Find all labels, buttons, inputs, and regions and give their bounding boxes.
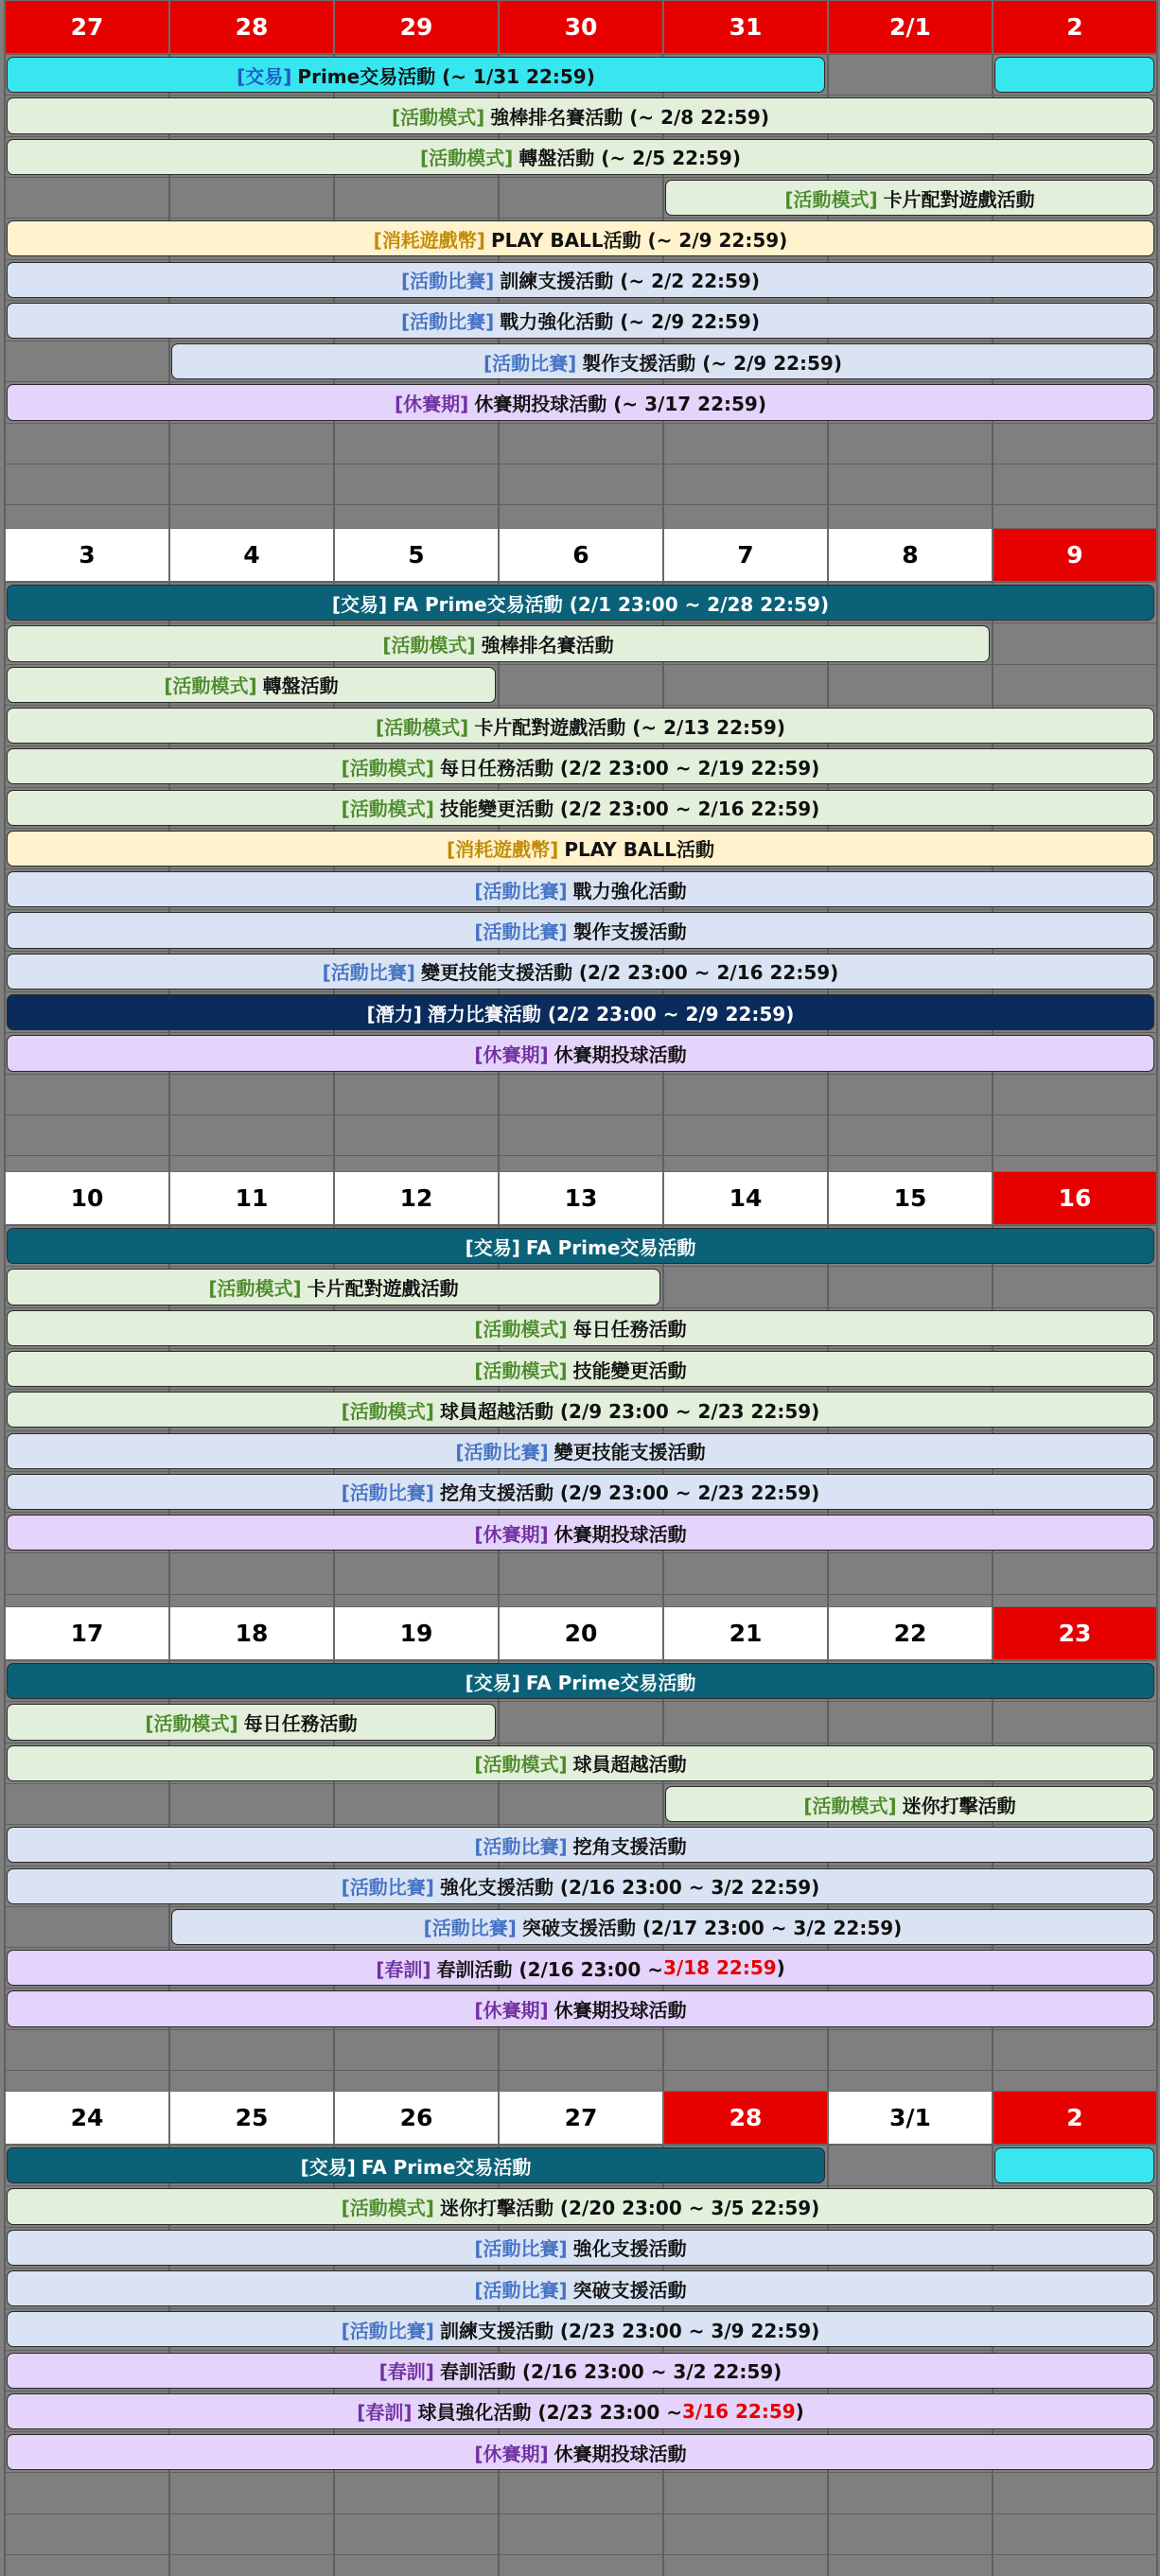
grid-row-line (5, 1032, 1157, 1033)
event-title: 球員超越活動 (572, 1753, 687, 1777)
grid-row-line (5, 2029, 1157, 2030)
grid-row-line (5, 2554, 1157, 2555)
event-bar[interactable] (7, 748, 1154, 784)
day-header-cell[interactable] (334, 1171, 499, 1225)
grid-column-line (4, 0, 6, 528)
day-header-cell[interactable] (993, 2091, 1157, 2145)
event-category-tag: [春訓] (378, 2360, 434, 2384)
event-category-tag: [活動比賽] (483, 351, 577, 375)
event-bar[interactable] (7, 1868, 1154, 1904)
event-bar[interactable] (7, 262, 1154, 298)
day-header-cell[interactable] (663, 528, 828, 582)
grid-row-line (5, 868, 1157, 869)
grid-row-line (5, 745, 1157, 746)
event-category-tag: [活動比賽] (341, 2319, 434, 2342)
event-bar[interactable] (7, 57, 825, 93)
event-bar[interactable] (7, 2230, 1154, 2266)
grid-row-line (5, 1307, 1157, 1308)
day-header-cell[interactable] (993, 1606, 1157, 1660)
grid-column-line (1156, 528, 1158, 1171)
event-category-tag: [活動模式] (474, 1318, 568, 1341)
day-header-cell[interactable] (169, 2091, 334, 2145)
event-title: 卡片配對遊戲活動 (883, 187, 1035, 211)
event-category-tag: [活動模式] (341, 797, 434, 821)
grid-row-line (5, 2185, 1157, 2186)
event-bar[interactable] (7, 1950, 1154, 1986)
event-bar[interactable] (7, 97, 1154, 133)
event-category-tag: [活動模式] (474, 1753, 568, 1777)
event-bar[interactable] (7, 1035, 1154, 1071)
event-category-tag: [活動模式] (341, 756, 434, 780)
event-category-tag: [交易] (300, 2155, 356, 2179)
event-category-tag: [活動模式] (474, 1358, 568, 1382)
day-header-cell[interactable] (5, 1171, 169, 1225)
day-number: 12 (399, 1184, 433, 1212)
event-bar[interactable] (7, 1990, 1154, 2026)
event-category-tag: [活動比賽] (455, 1441, 549, 1464)
day-number: 18 (235, 1620, 269, 1647)
event-bar[interactable] (7, 2147, 825, 2183)
day-header-cell[interactable] (5, 2091, 169, 2145)
day-number: 26 (399, 2104, 433, 2131)
day-header-cell[interactable] (169, 1171, 334, 1225)
grid-row-line (5, 2145, 1157, 2146)
event-category-tag: [活動模式] (391, 105, 485, 129)
day-header-cell[interactable] (5, 528, 169, 582)
event-category-tag: [活動比賽] (400, 310, 495, 334)
event-title: 卡片配對遊戲活動 (~ 2/13 22:59) (474, 715, 785, 739)
grid-row-line (5, 1947, 1157, 1948)
event-title: PLAY BALL活動 (564, 838, 714, 862)
event-category-tag: [活動比賽] (474, 879, 568, 902)
day-header-cell[interactable] (334, 2091, 499, 2145)
day-number: 23 (1058, 1620, 1092, 1647)
event-category-tag: [活動模式] (341, 1399, 434, 1423)
grid-row-line (5, 136, 1157, 137)
event-bar[interactable] (7, 1351, 1154, 1387)
day-number: 28 (729, 2104, 763, 2131)
event-bar[interactable] (7, 1827, 1154, 1863)
event-title: PLAY BALL活動 (~ 2/9 22:59) (490, 228, 788, 252)
day-header-cell[interactable] (169, 0, 334, 54)
event-category-tag: [春訓] (357, 2401, 413, 2425)
day-number: 3/1 (889, 2104, 931, 2131)
event-bar[interactable] (7, 1228, 1154, 1264)
grid-row-line (5, 1114, 1157, 1115)
grid-column-line (1156, 0, 1158, 528)
event-title-suffix: ) (776, 1956, 785, 1980)
event-bar[interactable] (994, 2147, 1154, 2183)
event-title: 轉盤活動 (~ 2/5 22:59) (518, 147, 741, 170)
event-bar[interactable] (7, 1269, 660, 1305)
grid-row-line (5, 1225, 1157, 1226)
day-header-cell[interactable] (993, 1171, 1157, 1225)
day-header-cell[interactable] (499, 2091, 663, 2145)
grid-row-line (5, 504, 1157, 505)
event-title-suffix: ) (795, 2399, 804, 2423)
grid-column-line (4, 528, 6, 1171)
event-bar[interactable] (7, 1663, 1154, 1699)
day-number: 10 (70, 1184, 104, 1212)
grid-row-line (5, 1430, 1157, 1431)
day-header-cell[interactable] (663, 0, 828, 54)
event-title: 迷你打擊活動 (902, 1794, 1016, 1817)
day-number: 31 (729, 13, 763, 41)
event-bar[interactable] (7, 1515, 1154, 1551)
event-category-tag: [活動比賽] (341, 1481, 434, 1505)
event-title: 突破支援活動 (2/17 23:00 ~ 3/2 22:59) (521, 1917, 903, 1940)
grid-row-line (5, 1348, 1157, 1349)
grid-row-line (5, 218, 1157, 219)
event-bar[interactable] (994, 57, 1154, 93)
event-bar[interactable] (7, 1310, 1154, 1346)
grid-row-line (5, 1783, 1157, 1784)
grid-row-line (5, 705, 1157, 706)
event-category-tag: [活動比賽] (423, 1917, 517, 1940)
grid-row-line (5, 259, 1157, 260)
event-bar[interactable] (7, 708, 1154, 744)
grid-column-line (1156, 2091, 1158, 2576)
event-bar[interactable] (7, 585, 1154, 621)
event-title: FA Prime交易活動 (2/1 23:00 ~ 2/28 22:59) (393, 592, 830, 616)
grid-row-line (5, 1594, 1157, 1595)
event-title: FA Prime交易活動 (525, 1671, 696, 1694)
event-bar[interactable] (171, 1909, 1154, 1945)
day-number: 3 (79, 541, 96, 569)
event-category-tag: [休賽期] (395, 393, 469, 416)
grid-row-line (5, 54, 1157, 55)
grid-row-line (5, 1552, 1157, 1553)
grid-row-line (5, 1266, 1157, 1267)
event-title: 轉盤活動 (262, 675, 339, 698)
day-number: 6 (572, 541, 589, 569)
grid-row-line (5, 177, 1157, 178)
grid-row-line (5, 1471, 1157, 1472)
event-title: FA Prime交易活動 (360, 2155, 532, 2179)
event-bar[interactable] (665, 1786, 1154, 1822)
day-number: 19 (399, 1620, 433, 1647)
event-category-tag: [休賽期] (474, 1043, 549, 1066)
event-title: 強化支援活動 (2/16 23:00 ~ 3/2 22:59) (439, 1876, 820, 1900)
day-number: 16 (1058, 1184, 1092, 1212)
day-number: 7 (737, 541, 754, 569)
event-title: 每日任務活動 (572, 1318, 687, 1341)
event-bar[interactable] (7, 2393, 1154, 2429)
day-number: 21 (729, 1620, 763, 1647)
day-header-cell[interactable] (993, 528, 1157, 582)
event-category-tag: [消耗遊戲幣] (447, 838, 559, 862)
grid-column-line (4, 2091, 6, 2576)
event-bar[interactable] (7, 2188, 1154, 2224)
event-category-tag: [活動比賽] (474, 920, 568, 944)
grid-row-line (5, 341, 1157, 342)
day-header-cell[interactable] (169, 528, 334, 582)
event-title: 卡片配對遊戲活動 (307, 1276, 459, 1300)
event-title: 強化支援活動 (572, 2237, 687, 2261)
day-number: 20 (564, 1620, 598, 1647)
day-number: 29 (399, 13, 433, 41)
day-header-cell[interactable] (828, 1171, 993, 1225)
event-category-tag: [活動模式] (376, 715, 469, 739)
event-title: 訓練支援活動 (2/23 23:00 ~ 3/9 22:59) (439, 2319, 820, 2342)
grid-row-line (5, 828, 1157, 829)
event-title: 春訓活動 (2/16 23:00 ~ (436, 1957, 663, 1981)
event-title: 強棒排名賽活動 (481, 633, 614, 657)
day-number: 5 (408, 541, 425, 569)
grid-column-line (1156, 1606, 1158, 2091)
day-number: 24 (70, 2104, 104, 2131)
event-bar[interactable] (665, 180, 1154, 216)
event-category-tag: [消耗遊戲幣] (373, 228, 485, 252)
event-bar[interactable] (7, 912, 1154, 948)
event-bar[interactable] (7, 1745, 1154, 1781)
event-bar[interactable] (7, 625, 990, 661)
grid-row-line (5, 951, 1157, 952)
day-number: 13 (564, 1184, 598, 1212)
event-category-tag: [活動模式] (341, 2196, 434, 2219)
event-category-tag: [休賽期] (474, 1999, 549, 2023)
event-title: 變更技能支援活動 (2/2 23:00 ~ 2/16 22:59) (420, 961, 839, 985)
event-title: 強棒排名賽活動 (~ 2/8 22:59) (490, 105, 769, 129)
event-bar[interactable] (7, 1433, 1154, 1469)
event-bar[interactable] (7, 871, 1154, 907)
event-bar[interactable] (7, 220, 1154, 256)
event-category-tag: [活動模式] (419, 147, 514, 170)
event-category-tag: [活動模式] (784, 187, 878, 211)
event-bar[interactable] (7, 303, 1154, 339)
grid-row-line (5, 2350, 1157, 2351)
day-header-cell[interactable] (828, 2091, 993, 2145)
grid-row-line (5, 2472, 1157, 2473)
day-header-cell[interactable] (169, 1606, 334, 1660)
event-category-tag: [活動比賽] (474, 2278, 568, 2302)
event-title: Prime交易活動 (~ 1/31 22:59) (297, 64, 595, 88)
day-number: 15 (893, 1184, 927, 1212)
event-title: 突破支援活動 (572, 2278, 687, 2302)
event-category-tag: [交易] (237, 64, 292, 88)
event-bar[interactable] (7, 667, 496, 703)
day-number: 27 (564, 2104, 598, 2131)
day-header-cell[interactable] (334, 0, 499, 54)
grid-row-line (5, 423, 1157, 424)
grid-row-line (5, 582, 1157, 583)
event-category-tag: [休賽期] (474, 2442, 549, 2465)
grid-column-line (4, 1606, 6, 2091)
day-number: 8 (902, 541, 919, 569)
event-category-tag: [活動比賽] (474, 2237, 568, 2261)
grid-row-line (5, 300, 1157, 301)
grid-row-line (5, 2268, 1157, 2269)
event-bar[interactable] (7, 2353, 1154, 2389)
event-bar[interactable] (7, 790, 1154, 826)
event-title: 製作支援活動 (~ 2/9 22:59) (582, 351, 842, 375)
day-header-cell[interactable] (5, 0, 169, 54)
day-header-cell[interactable] (499, 1171, 663, 1225)
event-end-date-highlight: 3/18 22:59 (662, 1956, 777, 1980)
day-number: 4 (243, 541, 260, 569)
event-category-tag: [活動比賽] (322, 961, 415, 985)
day-number: 9 (1066, 541, 1083, 569)
grid-row-line (5, 664, 1157, 665)
grid-row-line (5, 381, 1157, 382)
event-bar[interactable] (171, 343, 1154, 379)
grid-row-line (5, 2514, 1157, 2515)
event-category-tag: [活動模式] (164, 675, 257, 698)
event-title: FA Prime交易活動 (525, 1235, 696, 1259)
grid-row-line (5, 2431, 1157, 2432)
event-bar[interactable] (7, 139, 1154, 175)
grid-row-line (5, 1743, 1157, 1744)
grid-row-line (5, 1389, 1157, 1390)
event-bar[interactable] (7, 954, 1154, 990)
event-title: 挖角支援活動 (572, 1834, 687, 1858)
event-title: 每日任務活動 (243, 1711, 358, 1735)
grid-row-line (5, 1824, 1157, 1825)
event-category-tag: [交易] (465, 1671, 520, 1694)
grid-row-line (5, 1512, 1157, 1513)
day-number: 17 (70, 1620, 104, 1647)
event-category-tag: [活動模式] (208, 1276, 302, 1300)
event-end-date-highlight: 3/16 22:59 (681, 2399, 796, 2423)
event-title: 球員超越活動 (2/9 23:00 ~ 2/23 22:59) (439, 1399, 820, 1423)
day-number: 25 (235, 2104, 269, 2131)
grid-row-line (5, 787, 1157, 788)
grid-row-line (5, 2391, 1157, 2392)
event-bar[interactable] (7, 1392, 1154, 1428)
event-bar[interactable] (7, 2434, 1154, 2470)
day-header-cell[interactable] (5, 1606, 169, 1660)
grid-row-line (5, 2308, 1157, 2309)
event-category-tag: [活動模式] (382, 633, 476, 657)
day-number: 2/1 (889, 13, 931, 41)
event-title: 潛力比賽活動 (2/2 23:00 ~ 2/9 22:59) (427, 1002, 795, 1025)
event-title: 休賽期投球活動 (554, 1522, 687, 1546)
event-category-tag: [活動模式] (803, 1794, 897, 1817)
event-bar[interactable] (7, 831, 1154, 867)
grid-row-line (5, 1660, 1157, 1661)
day-number: 27 (70, 13, 104, 41)
day-header-cell[interactable] (499, 0, 663, 54)
event-bar[interactable] (7, 384, 1154, 420)
day-number: 11 (235, 1184, 269, 1212)
event-category-tag: [交易] (331, 592, 388, 616)
grid-row-line (5, 2070, 1157, 2071)
day-header-cell[interactable] (663, 2091, 828, 2145)
event-title: 技能變更活動 (572, 1358, 687, 1382)
event-title: 休賽期投球活動 (~ 3/17 22:59) (474, 393, 766, 416)
event-bar[interactable] (7, 1474, 1154, 1510)
event-title: 戰力強化活動 (~ 2/9 22:59) (500, 310, 760, 334)
day-header-cell[interactable] (663, 1606, 828, 1660)
event-title: 迷你打擊活動 (2/20 23:00 ~ 3/5 22:59) (439, 2196, 820, 2219)
grid-row-line (5, 1701, 1157, 1702)
grid-row-line (5, 1155, 1157, 1156)
event-title: 挖角支援活動 (2/9 23:00 ~ 2/23 22:59) (439, 1481, 820, 1505)
day-number: 2 (1066, 13, 1083, 41)
day-header-cell[interactable] (334, 1606, 499, 1660)
grid-row-line (5, 2227, 1157, 2228)
day-header-cell[interactable] (499, 528, 663, 582)
event-category-tag: [活動比賽] (474, 1834, 568, 1858)
day-number: 28 (235, 13, 269, 41)
day-header-cell[interactable] (828, 0, 993, 54)
event-category-tag: [潛力] (366, 1002, 422, 1025)
grid-row-line (5, 1906, 1157, 1907)
event-title: 休賽期投球活動 (554, 2442, 687, 2465)
event-title: 訓練支援活動 (~ 2/2 22:59) (500, 270, 760, 293)
event-category-tag: [春訓] (376, 1957, 431, 1981)
event-category-tag: [活動比賽] (341, 1876, 434, 1900)
grid-row-line (5, 1074, 1157, 1075)
event-bar[interactable] (7, 994, 1154, 1030)
event-category-tag: [活動比賽] (400, 270, 495, 293)
event-category-tag: [活動模式] (145, 1711, 238, 1735)
event-bar[interactable] (7, 2311, 1154, 2347)
day-number: 22 (893, 1620, 927, 1647)
event-title: 技能變更活動 (2/2 23:00 ~ 2/16 22:59) (439, 797, 820, 821)
event-bar[interactable] (7, 2270, 1154, 2306)
grid-row-line (5, 1988, 1157, 1989)
day-header-cell[interactable] (499, 1606, 663, 1660)
event-title: 每日任務活動 (2/2 23:00 ~ 2/19 22:59) (439, 756, 820, 780)
event-title: 製作支援活動 (572, 920, 687, 944)
event-category-tag: [休賽期] (474, 1522, 549, 1546)
day-header-cell[interactable] (828, 1606, 993, 1660)
event-title: 球員強化活動 (2/23 23:00 ~ (417, 2401, 682, 2425)
event-title: 戰力強化活動 (572, 879, 687, 902)
day-number: 14 (729, 1184, 763, 1212)
day-header-cell[interactable] (828, 528, 993, 582)
grid-row-line (5, 95, 1157, 96)
event-category-tag: [交易] (465, 1235, 520, 1259)
day-header-cell[interactable] (663, 1171, 828, 1225)
grid-row-line (5, 909, 1157, 910)
day-number: 2 (1066, 2104, 1083, 2131)
event-title: 春訓活動 (2/16 23:00 ~ 3/2 22:59) (439, 2360, 782, 2384)
grid-row-line (5, 991, 1157, 992)
grid-row-line (5, 622, 1157, 623)
event-title: 休賽期投球活動 (554, 1999, 687, 2023)
event-title: 變更技能支援活動 (554, 1441, 706, 1464)
event-title: 休賽期投球活動 (554, 1043, 687, 1066)
day-header-cell[interactable] (993, 0, 1157, 54)
day-header-cell[interactable] (334, 528, 499, 582)
day-number: 30 (564, 13, 598, 41)
event-bar[interactable] (7, 1704, 496, 1740)
